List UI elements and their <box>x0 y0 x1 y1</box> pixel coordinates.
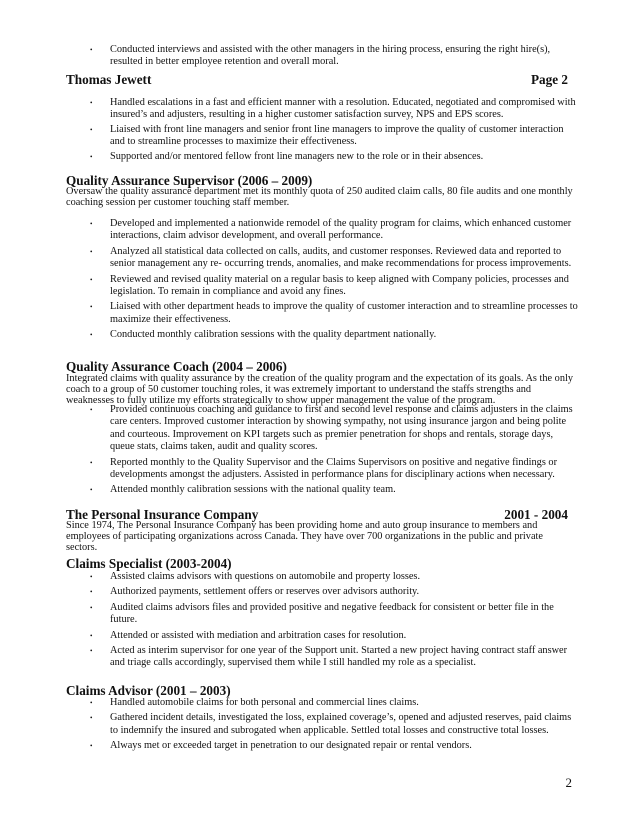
list-item: • Handled automobile claims for both personal and commercial lines claims. <box>90 697 578 709</box>
list-item: • Audited claims advisors files and provided positive and negative feedback for consistent or better file in the future. <box>90 602 578 627</box>
claims-advisor-title: Claims Advisor (2001 – 2003) <box>66 683 231 698</box>
qa-supervisor-summary: Oversaw the quality assurance department met its monthly quota of 250 audited claim calls, 80 file audits and one monthly coaching session per customer touching staff member. <box>66 186 573 208</box>
list-item: • Reported monthly to the Quality Supervisor and the Claims Supervisors on positive and negative findings or developments amongst the adjusters. Assisted in performance plans for disciplinary actions when necessary. <box>90 457 578 482</box>
page-number: 2 <box>565 775 572 790</box>
company-years: 2001 - 2004 <box>504 507 568 522</box>
company-summary: Since 1974, The Personal Insurance Company has been providing home and auto group insurance to members and employees of participating organizations across Canada. They have over 700 organizations in the public and private sectors. <box>66 520 543 553</box>
list-item: • Conducted interviews and assisted with the other managers in the hiring process, ensuring the right hire(s), resulted in better employee retention and overall moral. <box>90 44 578 69</box>
claims-specialist-title: Claims Specialist (2003-2004) <box>66 556 232 571</box>
list-item: • Attended or assisted with mediation and arbitration cases for resolution. <box>90 630 578 642</box>
top-bullet-list <box>90 97 578 163</box>
list-item: • Reviewed and revised quality material on a regular basis to keep aligned with Company policies, processes and legislation. To remain in compliance and avoid any fines. <box>90 274 578 299</box>
qa-coach-summary: Integrated claims with quality assurance by the creation of the quality program and the expectation of its goals. As the only coach to a group of 50 customer touching roles, it was extremely important to understand the staffs strengths and weaknesses to fully utilize my efforts strategically to show upper management the value of the program. <box>66 373 573 406</box>
list-item: • Assisted claims advisors with questions on automobile and property losses. <box>90 571 578 583</box>
list-item: • Authorized payments, settlement offers or reserves over advisors authority. <box>90 586 578 598</box>
list-item: • Analyzed all statistical data collected on calls, audits, and customer responses. Reviewed data and reported to senior management any re- occurring trends, anomalies, and make recommendations for process improvements. <box>90 246 578 271</box>
list-item: • Conducted monthly calibration sessions with the quality department nationally. <box>90 329 578 341</box>
qa-coach-bullets <box>90 404 578 497</box>
list-item: • Provided continuous coaching and guidance to first and second level response and claims adjusters in the claims care centers. Improved customer interaction by showing sympathy, not using insurance jargon and being polite and courteous. Improvement on KPI targets such as premier penetration for shops and rentals, storage days, queue stats, claims taken, audit and quality scores. <box>90 404 578 454</box>
list-item: • Supported and/or mentored fellow front line managers new to the role or in their absences. <box>90 151 578 163</box>
qa-supervisor-title: Quality Assurance Supervisor (2006 – 2009) <box>66 173 313 188</box>
qa-supervisor-bullets <box>90 218 578 342</box>
company-name: The Personal Insurance Company <box>66 507 259 522</box>
page-label: Page 2 <box>531 72 568 87</box>
claims-specialist-bullets <box>90 571 578 670</box>
list-item: • Liaised with other department heads to improve the quality of customer interaction and to streamline processes to maximize their effectiveness. <box>90 301 578 326</box>
list-item: • Gathered incident details, investigated the loss, explained coverage’s, opened and adjusted reserves, paid claims to indemnify the insured and subrogated when applicable. Settled total losses and constructive total losses. <box>90 712 578 737</box>
list-item: • Developed and implemented a nationwide remodel of the quality program for claims, which enhanced customer interactions, claim advisor development, and overall performance. <box>90 218 578 243</box>
candidate-name: Thomas Jewett <box>66 72 152 87</box>
claims-advisor-bullets <box>90 697 578 753</box>
list-item: • Always met or exceeded target in penetration to our designated repair or rental vendors. <box>90 740 578 752</box>
list-item: • Liaised with front line managers and senior front line managers to improve the quality of customer interaction and to streamline processes to maximize their effectiveness. <box>90 124 578 149</box>
qa-coach-title: Quality Assurance Coach (2004 – 2006) <box>66 359 287 374</box>
list-item: • Acted as interim supervisor for one year of the Support unit. Started a new project having contract staff answer and triage calls accordingly, supervised them while I still handled my role as a specialist. <box>90 645 578 670</box>
list-item: • Handled escalations in a fast and efficient manner with a resolution. Educated, negotiated and compromised with insured’s and adjusters, resulting in a higher customer satisfaction survey, NPS and EPS scores. <box>90 97 578 122</box>
intro-bullet-list <box>90 44 578 69</box>
list-item: • Attended monthly calibration sessions with the national quality team. <box>90 484 578 496</box>
